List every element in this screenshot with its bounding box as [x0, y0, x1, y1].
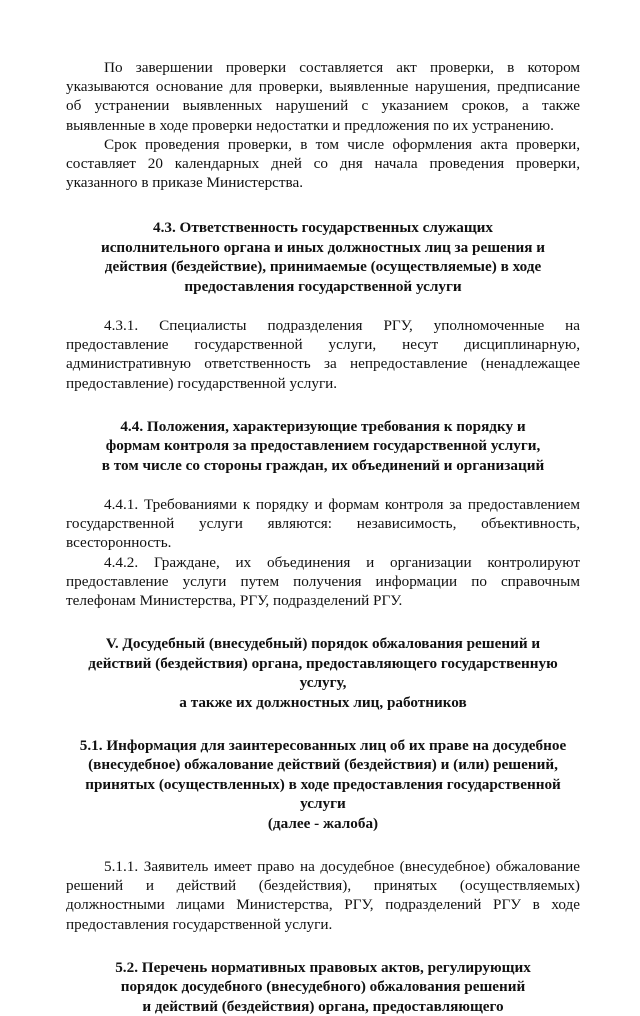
heading-line: 4.4. Положения, характеризующие требования к порядку и	[120, 417, 526, 435]
section-heading-4-3	[66, 218, 580, 296]
heading-line: а также их должностных лиц, работников	[179, 693, 467, 711]
heading-line: 5.2. Перечень нормативных правовых актов, регулирующих	[115, 958, 531, 976]
section-heading-5-2	[66, 958, 580, 1016]
paragraph: 5.1.1. Заявитель имеет право на досудебное (внесудебное) обжалование решений и действий (бездействия), принятых (осуществляемых) должностными лицами Министерства, РГУ, подразделений РГУ в ходе предоставления государственной услуги.	[66, 857, 580, 933]
heading-line: в том числе со стороны граждан, их объединений и организаций	[101, 456, 545, 474]
paragraph: 4.3.1. Специалисты подразделения РГУ, уполномоченные на предоставление государственной услуги, несут дисциплинарную, административную ответственность за непредоставление (ненадлежащее предоставление) государственной услуги.	[66, 317, 580, 392]
heading-line: и действий (бездействия) органа, предоставляющего	[142, 997, 504, 1015]
heading-line: действия (бездействие), принимаемые (осуществляемые) в ходе	[104, 258, 542, 276]
section-heading-4-4	[66, 417, 580, 475]
heading-line: 5.1. Информация для заинтересованных лиц об их праве на досудебное	[79, 736, 567, 754]
heading-line: (внесудебное) обжалование действий (бездействия) и (или) решений,	[88, 756, 558, 774]
section-heading-5-1	[66, 736, 580, 833]
section-heading-5	[66, 634, 580, 712]
heading-line: формам контроля за предоставлением государственной услуги,	[105, 437, 541, 455]
heading-line: действий (бездействия) органа, предоставляющего государственную услугу,	[88, 654, 558, 692]
heading-line: 4.3. Ответственность государственных служащих	[152, 219, 494, 237]
heading-line: предоставления государственной услуги	[184, 277, 462, 295]
heading-line: (далее - жалоба)	[267, 814, 379, 832]
intro-block	[66, 58, 580, 192]
heading-line: принятых (осуществленных) в ходе предоставления государственной услуги	[85, 775, 561, 813]
paragraph: Срок проведения проверки, в том числе оформления акта проверки, составляет 20 календарных дней со дня начала проведения проверки, указанного в приказе Министерства.	[66, 135, 580, 192]
document-page	[66, 58, 580, 1016]
paragraph: По завершении проверки составляется акт проверки, в котором указываются основание для проверки, выявленные нарушения, предписание об устранении выявленных нарушений с указанием сроков, а также выявленные в ходе проверки недостатки и предложения по их устранению.	[66, 59, 580, 134]
heading-line: V. Досудебный (внесудебный) порядок обжалования решений и	[105, 635, 541, 653]
heading-line: исполнительного органа и иных должностных лиц за решения и	[100, 238, 546, 256]
heading-line: порядок досудебного (внесудебного) обжалования решений	[120, 978, 526, 996]
paragraph: 4.4.2. Граждане, их объединения и организации контролируют предоставление услуги путем получения информации по справочным телефонам Министерства, РГУ, подразделений РГУ.	[66, 553, 580, 610]
paragraph: 4.4.1. Требованиями к порядку и формам контроля за предоставлением государственной услуги являются: независимость, объективность, всесторонность.	[66, 496, 580, 552]
